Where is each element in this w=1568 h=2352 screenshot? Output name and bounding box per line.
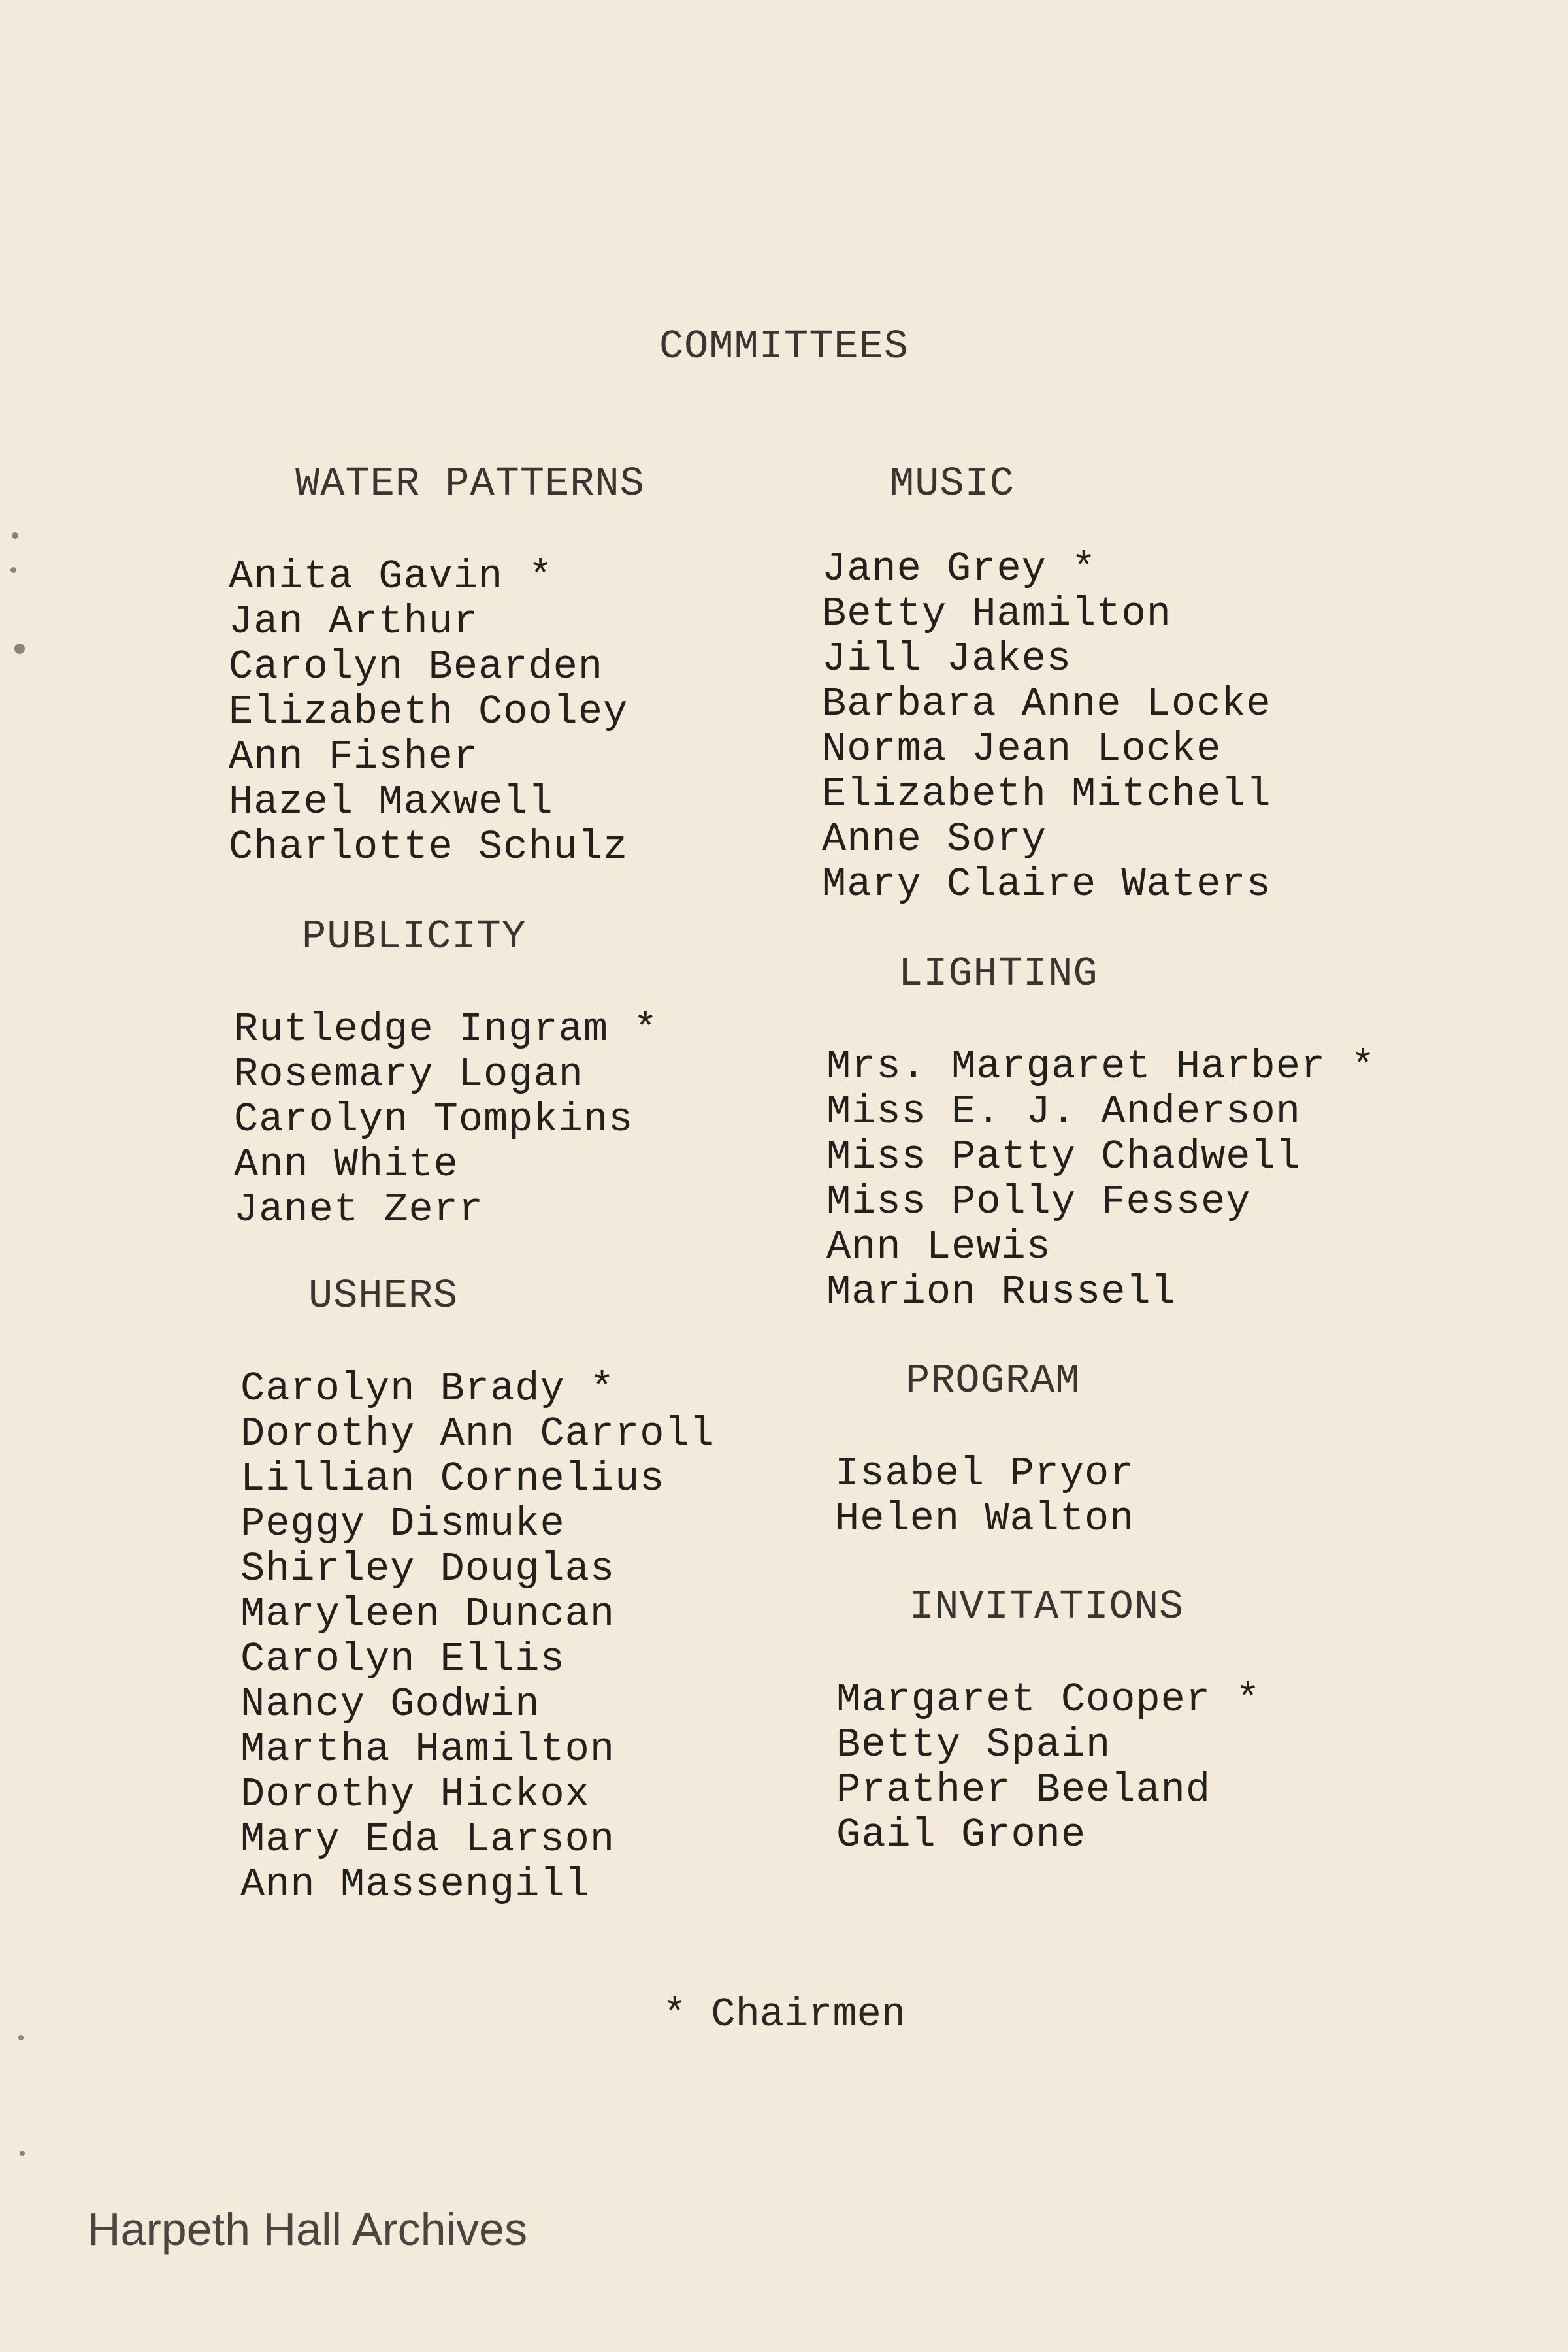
committee-heading: PROGRAM [906, 1358, 1081, 1404]
committee-heading: PUBLICITY [302, 913, 527, 960]
member-name: Jane Grey * [822, 546, 1097, 592]
chairmen-footnote: * Chairmen [662, 1991, 906, 2038]
member-name: Martha Hamilton [240, 1726, 615, 1772]
member-name: Elizabeth Mitchell [822, 771, 1271, 817]
member-name: Rosemary Logan [234, 1051, 583, 1098]
page-title: COMMITTEES [659, 323, 909, 370]
member-name: Norma Jean Locke [822, 726, 1222, 772]
member-list [826, 1044, 1376, 1315]
member-name: Ann Massengill [240, 1861, 590, 1908]
committee-heading: USHERS [308, 1273, 459, 1319]
member-list [836, 1677, 1261, 1857]
member-name: Barbara Anne Locke [822, 681, 1271, 727]
committee-heading: WATER PATTERNS [295, 461, 645, 507]
member-list [240, 1366, 715, 1907]
member-name: Rutledge Ingram * [234, 1006, 659, 1053]
committee-invitations [836, 1584, 1261, 1857]
committee-heading: MUSIC [890, 461, 1015, 507]
member-list [835, 1451, 1134, 1541]
member-name: Mary Claire Waters [822, 861, 1271, 907]
member-name: Dorothy Ann Carroll [240, 1411, 715, 1457]
member-name: Anne Sory [822, 816, 1047, 862]
member-name: Lillian Cornelius [240, 1456, 665, 1502]
member-list [822, 546, 1271, 907]
member-name: Betty Spain [836, 1722, 1111, 1768]
member-name: Prather Beeland [836, 1767, 1211, 1813]
member-name: Shirley Douglas [240, 1546, 615, 1592]
committee-music [822, 461, 1271, 907]
member-name: Carolyn Bearden [229, 644, 604, 690]
member-name: Maryleen Duncan [240, 1591, 615, 1637]
member-name: Miss Patty Chadwell [826, 1134, 1301, 1180]
member-list [234, 1007, 659, 1232]
member-name: Jill Jakes [822, 636, 1072, 682]
member-name: Carolyn Brady * [240, 1365, 615, 1412]
member-name: Mary Eda Larson [240, 1816, 615, 1863]
paper-speck [20, 2151, 25, 2156]
committee-publicity [234, 913, 659, 1232]
member-name: Betty Hamilton [822, 591, 1171, 637]
member-name: Jan Arthur [229, 598, 479, 645]
member-name: Ann Lewis [826, 1224, 1051, 1270]
committee-water-patterns [229, 461, 645, 870]
member-name: Hazel Maxwell [229, 779, 553, 825]
member-name: Ann Fisher [229, 734, 479, 780]
committee-lighting [826, 951, 1376, 1315]
archive-watermark: Harpeth Hall Archives [88, 2204, 528, 2255]
member-name: Janet Zerr [234, 1186, 484, 1233]
member-name: Miss Polly Fessey [826, 1179, 1251, 1225]
member-name: Charlotte Schulz [229, 824, 629, 870]
member-name: Anita Gavin * [229, 553, 553, 600]
member-name: Marion Russell [826, 1269, 1176, 1315]
committee-program [835, 1358, 1134, 1541]
member-name: Elizabeth Cooley [229, 689, 629, 735]
member-name: Isabel Pryor [835, 1450, 1135, 1497]
paper-speck [12, 532, 18, 539]
member-name: Mrs. Margaret Harber * [826, 1043, 1376, 1090]
member-name: Margaret Cooper * [836, 1676, 1261, 1723]
member-name: Gail Grone [836, 1812, 1086, 1858]
member-list [229, 554, 645, 870]
committee-ushers [240, 1273, 715, 1907]
paper-speck [10, 567, 16, 573]
member-name: Helen Walton [835, 1495, 1135, 1542]
member-name: Miss E. J. Anderson [826, 1088, 1301, 1135]
member-name: Carolyn Tompkins [234, 1096, 634, 1143]
member-name: Carolyn Ellis [240, 1636, 565, 1682]
committee-heading: INVITATIONS [909, 1584, 1184, 1630]
member-name: Ann White [234, 1141, 459, 1188]
paper-speck [14, 644, 25, 654]
member-name: Peggy Dismuke [240, 1501, 565, 1547]
member-name: Nancy Godwin [240, 1681, 540, 1727]
committee-heading: LIGHTING [898, 951, 1098, 997]
member-name: Dorothy Hickox [240, 1771, 590, 1818]
